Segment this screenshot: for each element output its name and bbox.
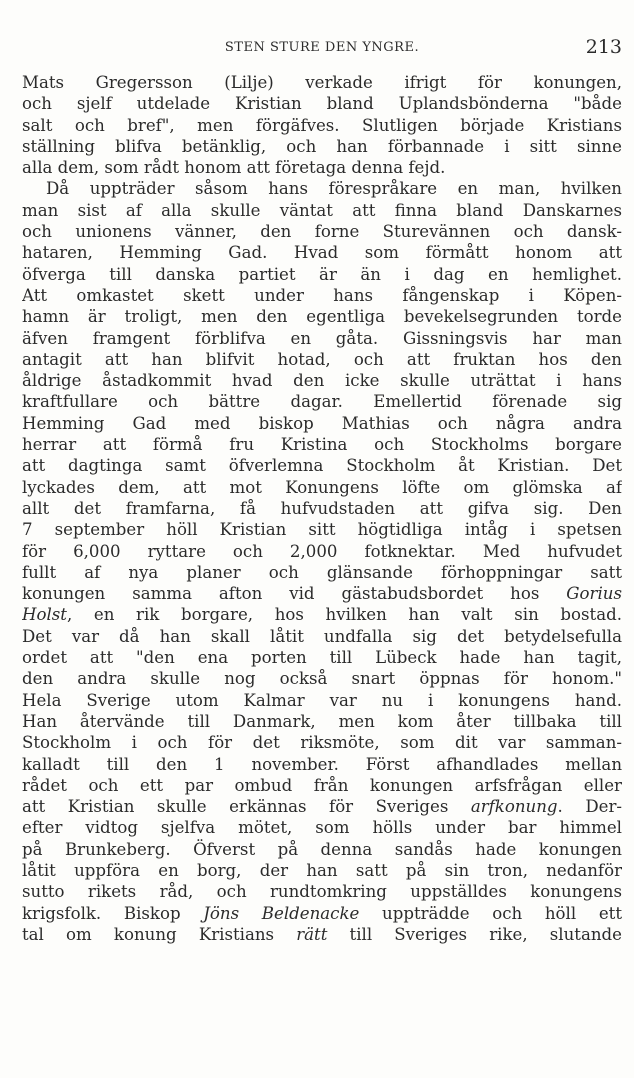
text-line: hamn är troligt, men den egentliga bevekelsegrunden torde [22, 307, 622, 327]
text-line: hataren, Hemming Gad. Hvad som förmått honom att [22, 243, 622, 263]
running-title: STEN STURE DEN YNGRE. [224, 40, 420, 55]
text-line: krigsfolk. Biskop Jöns Beldenacke uppträdde och höll ett [22, 903, 622, 923]
text-line: konungen samma afton vid gästabudsbordet hos Gorius [22, 584, 622, 604]
text-line: äfven framgent förblifva en gåta. Gissningsvis har man [22, 328, 622, 348]
text-line: Hemming Gad med biskop Mathias och några andra [22, 413, 622, 433]
italic-name: Gorius [566, 584, 622, 604]
text-line: alla dem, som rådt honom att företaga denna fejd. [22, 158, 446, 178]
italic-name: Jöns Beldenacke [203, 903, 360, 923]
text-line: man sist af alla skulle väntat att finna bland Danskarnes [22, 200, 622, 220]
text-line: sutto rikets råd, och rundtomkring uppställdes konungens [22, 882, 622, 902]
text-line: öfverga till danska partiet är än i dag en hemlighet. [22, 264, 622, 284]
text-line: antagit att han blifvit hotad, och att fruktan hos den [22, 349, 622, 369]
italic-term: rätt [296, 924, 328, 944]
text-line: Holst, en rik borgare, hos hvilken han valt sin bostad. [22, 605, 622, 625]
text-line: och sjelf utdelade Kristian bland Uplandsbönderna "både [22, 94, 622, 114]
text-line: ställning blifva betänklig, och han förbannade i sitt sinne [22, 136, 622, 156]
text-line: kalladt till den 1 november. Först afhandlades mellan [22, 754, 622, 774]
text-line: och unionens vänner, den forne Sturevännen och dansk- [22, 222, 622, 242]
text-line: den andra skulle nog också snart öppnas för honom." [22, 669, 622, 689]
page-number: 213 [585, 36, 622, 58]
text-line: allt det framfarna, få hufvudstaden att gifva sig. Den [22, 498, 622, 518]
text-line: herrar att förmå fru Kristina och Stockholms borgare [22, 435, 622, 455]
text-line: rådet och ett par ombud från konungen arfsfrågan eller [22, 775, 622, 795]
italic-term: arfkonung [470, 797, 558, 817]
text-line: Att omkastet skett under hans fångenskap i Köpen- [22, 285, 622, 305]
text-line: Mats Gregersson (Lilje) verkade ifrigt för konungen, [22, 73, 622, 92]
text-line: på Brunkeberg. Öfverst på denna sandås hade konungen [22, 839, 622, 859]
text-line: lyckades dem, att mot Konungens löfte om glömska af [22, 477, 622, 497]
text-line: åldrige åstadkommit hvad den icke skulle uträttat i hans [22, 371, 622, 391]
running-head [22, 36, 622, 62]
text-line: efter vidtog sjelfva mötet, som hölls under bar himmel [22, 818, 622, 838]
italic-name: Holst [22, 605, 67, 625]
text-line: Då uppträder såsom hans förespråkare en man, hvilken [46, 179, 622, 199]
text-line: salt och bref", men förgäfves. Slutligen började Kristians [22, 115, 622, 135]
text-line: att dagtinga samt öfverlemna Stockholm åt Kristian. Det [22, 456, 622, 476]
text-line: för 6,000 ryttare och 2,000 fotknektar. Med hufvudet [22, 541, 622, 561]
text-line: Hela Sverige utom Kalmar var nu i konungens hand. [22, 690, 622, 710]
text-line: att Kristian skulle erkännas för Sveriges arfkonung. Der- [22, 797, 622, 817]
text-line: kraftfullare och bättre dagar. Emellertid förenade sig [22, 392, 622, 412]
text-line: fullt af nya planer och glänsande förhoppningar satt [22, 562, 622, 582]
text-line: Han återvände till Danmark, men kom åter tillbaka till [22, 711, 622, 731]
text-line: tal om konung Kristians rätt till Sveriges rike, slutande [22, 924, 622, 944]
text-line: Stockholm i och för det riksmöte, som dit var samman- [22, 733, 622, 753]
text-line: Det var då han skall låtit undfalla sig det betydelsefulla [22, 626, 622, 646]
text-line: ordet att "den ena porten till Lübeck hade han tagit, [22, 648, 622, 668]
body-text [22, 72, 622, 945]
text-line: låtit uppföra en borg, der han satt på sin tron, nedanför [22, 860, 622, 880]
text-line: 7 september höll Kristian sitt högtidliga intåg i spetsen [22, 520, 622, 540]
